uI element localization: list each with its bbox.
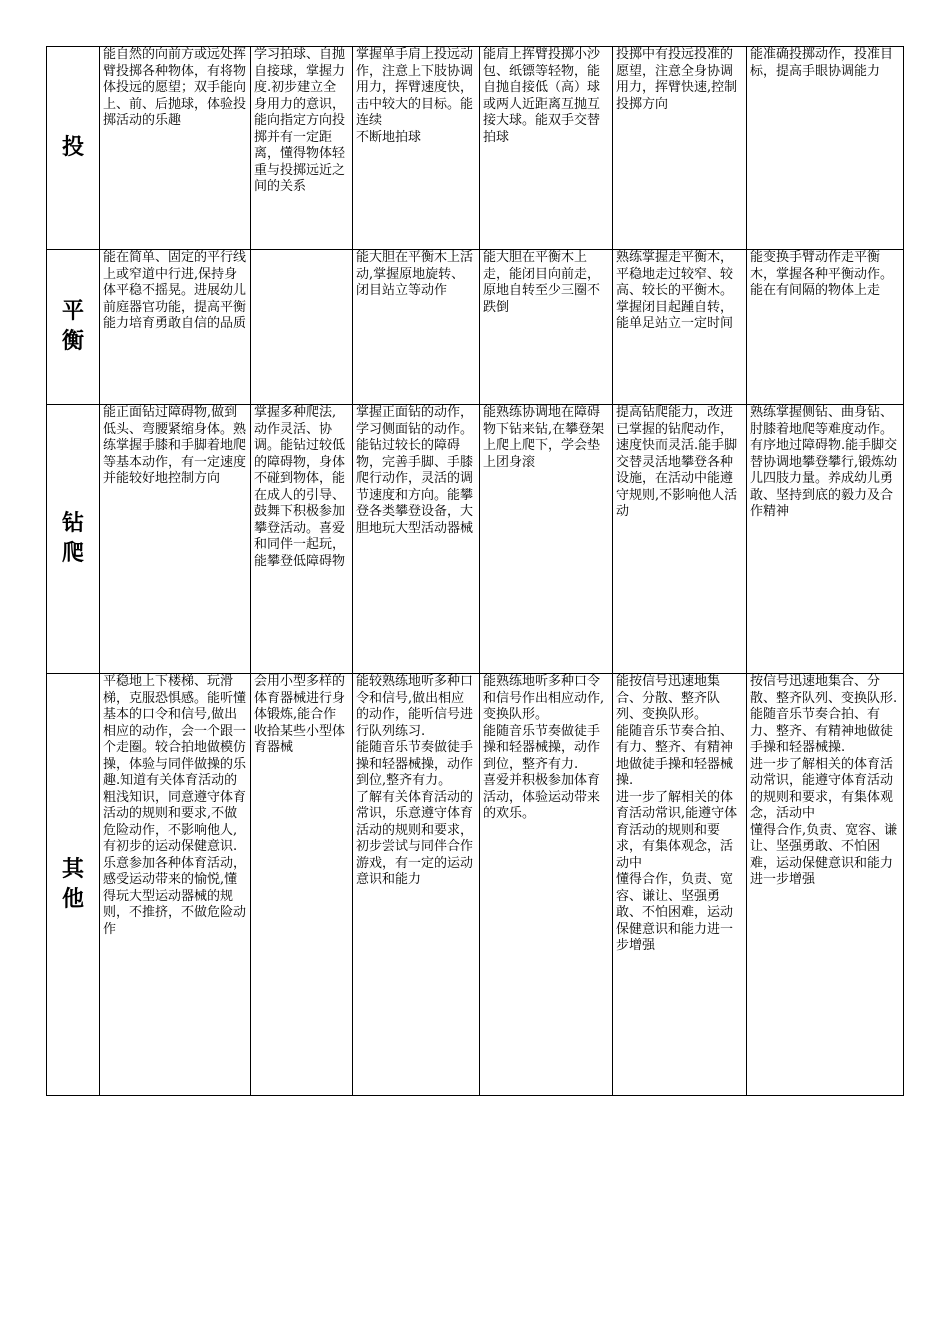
category-label: 钻爬: [61, 511, 84, 566]
category-cell-crawl: [47, 405, 100, 674]
table-cell: 平稳地上下楼梯、玩滑梯，克服恐惧感。能听懂基本的口令和信号,做出相应的动作，会一个跟一个走圈。较合拍地做模仿操，体验与同伴做操的乐趣.知道有关体育活动的粗浅知识，同意遵守体育活动的规则和要求,不做危险动作，不影响他人,有初步的运动保健意识.乐意参加各种体育活动，感受运动带来的愉悦,懂得玩大型运动器械的规则，不推挤，不做危险动作: [100, 674, 251, 1096]
table-cell: 掌握正面钻的动作，学习侧面钻的动作。能钻过较长的障碍物，完善手脚、手膝爬行动作，灵活的调节速度和方向。能攀登各类攀登设备，大胆地玩大型活动器械: [353, 405, 480, 674]
table-row-crawl: [47, 405, 904, 674]
table-cell: 能在简单、固定的平行线上或窄道中行进,保持身体平稳不摇晃。进展幼儿前庭器官功能，提高平衡能力培育勇敢自信的品质: [100, 250, 251, 405]
table-row-throw: [47, 47, 904, 250]
table-cell: 熟练掌握走平衡木，平稳地走过较窄、较高、较长的平衡木。掌握闭目起踵自转，能单足站立一定时间: [613, 250, 747, 405]
category-label: 其他: [61, 856, 84, 912]
table-cell: 能变换手臂动作走平衡木，掌握各种平衡动作。能在有间隔的物体上走: [747, 250, 904, 405]
table-cell: 能大胆在平衡木上走，能闭目向前走，原地自转至少三圈不跌倒: [480, 250, 613, 405]
table-cell: 投掷中有投远投准的愿望，注意全身协调用力，挥臂快速,控制投掷方向: [613, 47, 747, 250]
category-cell-throw: [47, 47, 100, 250]
table-cell: 能熟练地听多种口令和信号作出相应动作,变换队形。 能随音乐节奏做徒手操和轻器械操，动作到位，整齐有力. 喜爱并积极参加体育活动，体验运动带来的欢乐。: [480, 674, 613, 1096]
table-cell: 能大胆在平衡木上活动,掌握原地旋转、闭目站立等动作: [353, 250, 480, 405]
table-cell: 能自然的向前方或远处挥臂投掷各种物体，有将物体投远的愿望；双手能向上、前、后抛球，体验投掷活动的乐趣: [100, 47, 251, 250]
table-cell: 能正面钻过障碍物,做到低头、弯腰紧缩身体。熟练掌握手膝和手脚着地爬等基本动作，有一定速度并能较好地控制方向: [100, 405, 251, 674]
table-row-other: [47, 674, 904, 1096]
table-cell: 掌握单手肩上投远动作，注意上下肢协调用力，挥臂速度快，击中较大的目标。能连续 不断地拍球: [353, 47, 480, 250]
category-label: 投: [61, 135, 84, 160]
table-cell: 能熟练协调地在障碍物下钻来钻,在攀登架上爬上爬下，学会垫上团身滚: [480, 405, 613, 674]
curriculum-table: [46, 46, 904, 1096]
table-cell: 学习拍球、自抛自接球，掌握力度.初步建立全身用力的意识，能向指定方向投掷并有一定距离，懂得物体轻重与投掷远近之间的关系: [251, 47, 353, 250]
table-cell: 会用小型多样的体育器械进行身体锻炼,能合作收拾某些小型体育器械: [251, 674, 353, 1096]
table-cell: 按信号迅速地集合、分散、整齐队列、变换队形. 能随音乐节奏合拍、有力、整齐、有精神地做徒手操和轻器械操. 进一步了解相关的体育活动常识，能遵守体育活动的规则和要求，有集体观念，活动中 懂得合作,负责、宽容、谦让、坚强勇敢、不怕困难，运动保健意识和能力进一步增强: [747, 674, 904, 1096]
table-cell: 提高钻爬能力，改进已掌握的钻爬动作，速度快而灵活.能手脚交替灵活地攀登各种设施，在活动中能遵守规则,不影响他人活动: [613, 405, 747, 674]
table-cell: 能准确投掷动作，投准目标，提高手眼协调能力: [747, 47, 904, 250]
table-cell: [251, 250, 353, 405]
table-cell: 能按信号迅速地集合、分散、整齐队列、变换队形。 能随音乐节奏合拍、有力、整齐、有精神地做徒手操和轻器械操. 进一步了解相关的体育活动常识,能遵守体育活动的规则和要求，有集体观念，活动中 懂得合作，负责、宽容、谦让、坚强勇敢、不怕困难，运动保健意识和能力进一步增强: [613, 674, 747, 1096]
category-label: 平衡: [61, 299, 84, 354]
table-cell: 掌握多种爬法,动作灵活、协调。能钻过较低的障碍物，身体不碰到物体，能在成人的引导、鼓舞下积极参加攀登活动。喜爱和同伴一起玩，能攀登低障碍物: [251, 405, 353, 674]
table-cell: 能肩上挥臂投掷小沙包、纸镖等轻物，能自抛自接低（高）球或两人近距离互抛互接大球。能双手交替拍球: [480, 47, 613, 250]
table-row-balance: [47, 250, 904, 405]
category-cell-balance: [47, 250, 100, 405]
table-cell: 能较熟练地听多种口令和信号,做出相应的动作，能听信号进行队列练习. 能随音乐节奏做徒手操和轻器械操，动作到位,整齐有力。 了解有关体育活动的常识，乐意遵守体育活动的规则和要求，初步尝试与同伴合作游戏，有一定的运动意识和能力: [353, 674, 480, 1096]
table-cell: 熟练掌握侧钻、曲身钻、肘膝着地爬等难度动作。有序地过障碍物.能手脚交替协调地攀登攀行,锻炼幼儿四肢力量。养成幼儿勇敢、坚持到底的毅力及合 作精神: [747, 405, 904, 674]
category-cell-other: [47, 674, 100, 1096]
